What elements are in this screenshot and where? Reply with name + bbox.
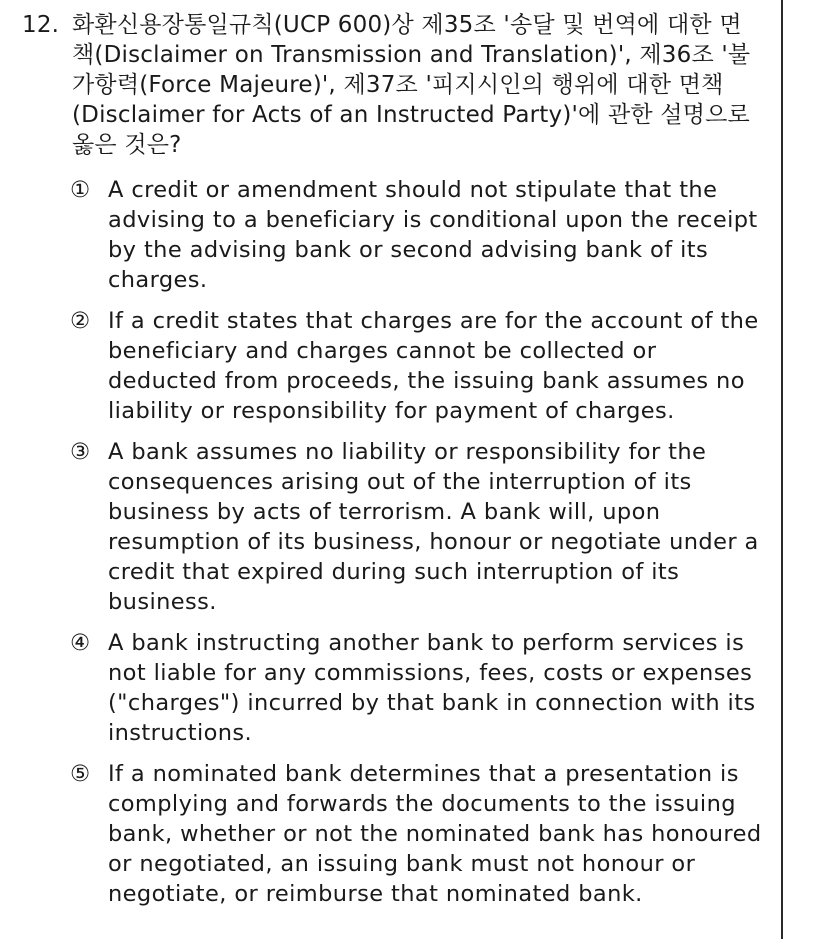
option-4-text: A bank instructing another bank to perform services is not liable for any commissions, fees, costs or expenses ("charges") incurred by that bank in connection with its instructions. <box>108 630 756 746</box>
question-number: 12. <box>22 12 60 38</box>
option-1-text: A credit or amendment should not stipulate that the advising to a beneficiary is conditional upon the receipt by the advising bank or second advising bank of its charges. <box>108 177 758 293</box>
option-4[interactable] <box>70 628 770 748</box>
option-4-marker: ④ <box>70 630 91 656</box>
option-1[interactable] <box>70 175 770 295</box>
question-text: 화환신용장통일규칙(UCP 600)상 제35조 '송달 및 번역에 대한 면책(Disclaimer on Transmission and Translation)', 제36조 '불가항력(Force Majeure)', 제37조 '피지시인의 행위에 대한 면책(Disclaimer for Acts of an Instructed Party)'에 관한 설명으로 옳은 것은? <box>72 12 751 158</box>
option-2-text: If a credit states that charges are for the account of the beneficiary and charges cannot be collected or deducted from proceeds, the issuing bank assumes no liability or responsibility for payment of charges. <box>108 308 759 424</box>
option-1-marker: ① <box>70 177 91 203</box>
column-divider <box>781 0 783 939</box>
option-5[interactable] <box>70 759 770 909</box>
option-2-marker: ② <box>70 308 91 334</box>
option-3[interactable] <box>70 437 770 617</box>
option-2[interactable] <box>70 306 770 426</box>
question-block <box>22 10 772 160</box>
option-3-marker: ③ <box>70 439 91 465</box>
answer-options <box>70 175 770 920</box>
option-3-text: A bank assumes no liability or responsibility for the consequences arising out of the interruption of its business by acts of terrorism. A bank will, upon resumption of its business, honour or negotiate under a credit that expired during such interruption of its business. <box>108 439 759 615</box>
option-5-text: If a nominated bank determines that a presentation is complying and forwards the documents to the issuing bank, whether or not the nominated bank has honoured or negotiated, an issuing bank must not honour or negotiate, or reimburse that nominated bank. <box>108 761 762 907</box>
option-5-marker: ⑤ <box>70 761 91 787</box>
